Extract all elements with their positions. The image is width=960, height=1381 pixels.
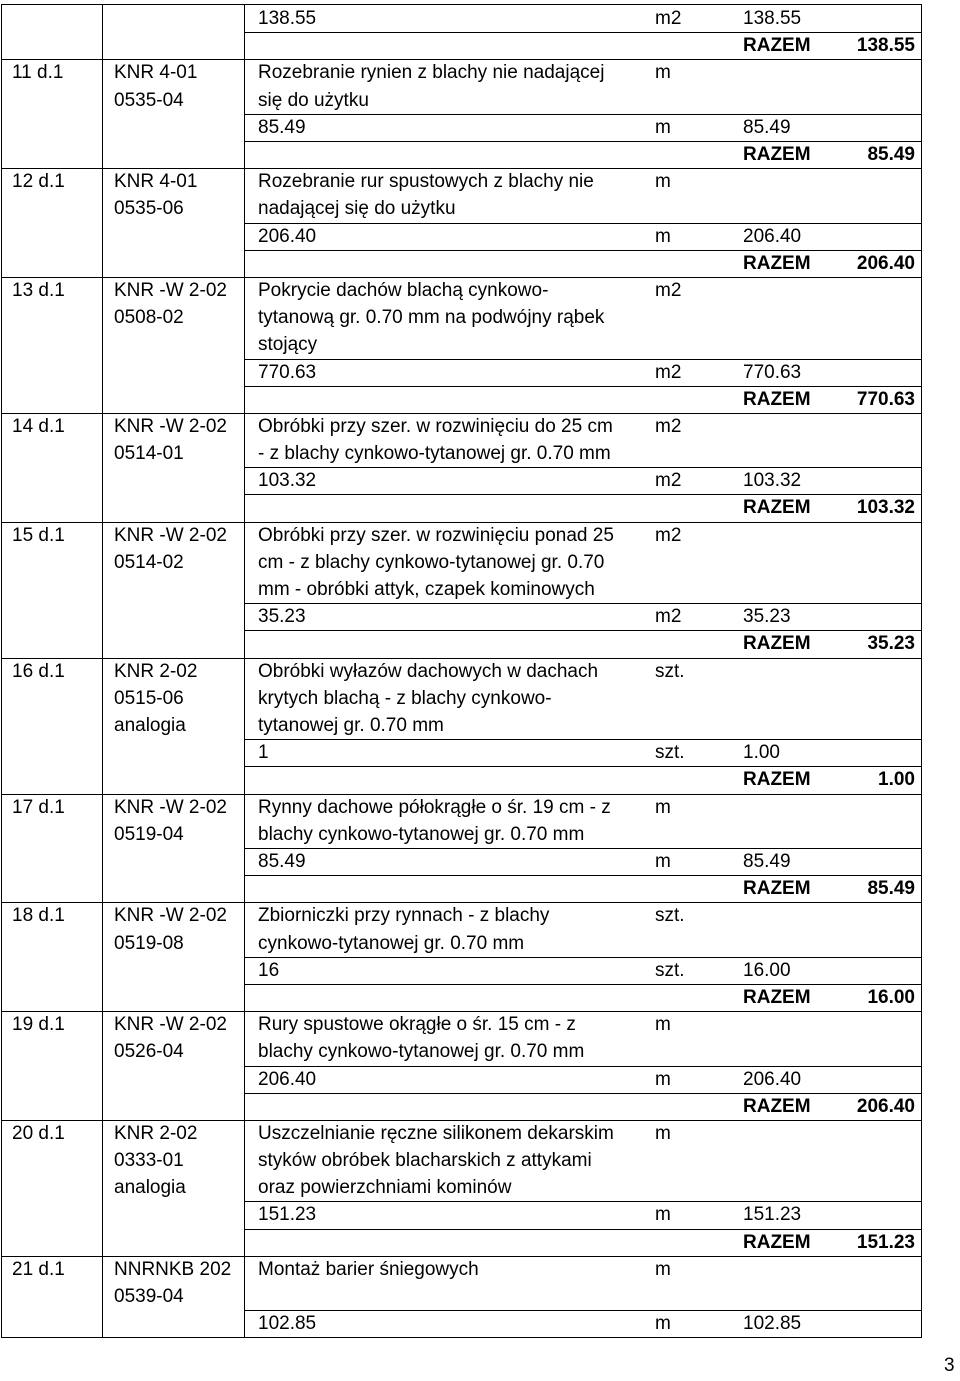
basis-line: KNR 2-02 <box>114 660 198 682</box>
basis <box>103 277 245 413</box>
description-line: Zbiorniczki przy rynnach - z blachy <box>258 905 550 927</box>
total-value: 138.55 <box>856 35 915 57</box>
basis-line: KNR -W 2-02 <box>114 1014 227 1036</box>
position-body <box>245 59 921 168</box>
basis <box>103 168 245 277</box>
total-value: 206.40 <box>856 252 915 274</box>
basis-line: 0535-04 <box>114 89 184 111</box>
calc-value: 103.32 <box>258 470 317 492</box>
position-row <box>2 1120 921 1256</box>
total-value: 85.49 <box>867 143 915 165</box>
total-row <box>245 250 921 277</box>
position-row <box>2 413 921 522</box>
description-row <box>245 658 921 740</box>
description-line: Rury spustowe okrągłe o śr. 15 cm - z <box>258 1014 576 1036</box>
calc-value: 102.85 <box>258 1313 317 1335</box>
description-line: styków obróbek blacharskich z attykami <box>258 1150 592 1172</box>
unit: m <box>655 1122 671 1144</box>
position-number: 17 d.1 <box>2 794 103 903</box>
position-number: 20 d.1 <box>2 1120 103 1256</box>
description-line: Uszczelnianie ręczne silikonem dekarskim <box>258 1122 614 1144</box>
description-row <box>245 794 921 848</box>
position-number: 11 d.1 <box>2 59 103 168</box>
unit: szt. <box>655 905 685 927</box>
position-continuation <box>2 5 921 59</box>
total-value: 151.23 <box>856 1231 915 1253</box>
total-label: RAZEM <box>743 1095 811 1117</box>
calc-row <box>245 359 921 386</box>
position-number: 19 d.1 <box>2 1011 103 1120</box>
description-line: nadającej się do użytku <box>258 198 456 220</box>
position-number <box>2 5 103 59</box>
total-value: 85.49 <box>867 878 915 900</box>
description-line: blachy cynkowo-tytanowej gr. 0.70 mm <box>258 823 585 845</box>
basis <box>103 5 245 59</box>
position-body <box>245 1011 921 1120</box>
calc-subtotal: 151.23 <box>743 1204 802 1226</box>
total-label: RAZEM <box>743 986 811 1008</box>
description <box>245 59 645 113</box>
calc-unit: m <box>655 225 671 247</box>
calc-unit: m2 <box>655 8 682 29</box>
total-row <box>245 386 921 413</box>
calc-unit: m2 <box>655 606 682 628</box>
calc-unit: szt. <box>655 959 685 981</box>
total-row <box>245 875 921 902</box>
position-body <box>245 1120 921 1256</box>
description-line: mm - obróbki attyk, czapek kominowych <box>258 579 595 601</box>
description-line: się do użytku <box>258 89 369 111</box>
basis-line: KNR 4-01 <box>114 171 198 193</box>
basis-line: KNR -W 2-02 <box>114 796 227 818</box>
description-line: cynkowo-tytanowej gr. 0.70 mm <box>258 932 525 954</box>
unit: m <box>655 1258 671 1280</box>
basis <box>103 1256 245 1338</box>
calc-unit: m <box>655 116 671 138</box>
basis <box>103 902 245 1011</box>
description-row <box>245 1120 921 1202</box>
calc-value: 151.23 <box>258 1204 317 1226</box>
estimate-table <box>1 4 922 1338</box>
basis-line: analogia <box>114 1177 186 1199</box>
description-line: Pokrycie dachów blachą cynkowo- <box>258 279 549 301</box>
description-line: Rynny dachowe półokrągłe o śr. 19 cm - z <box>258 796 611 818</box>
calc-row <box>245 114 921 141</box>
unit: m2 <box>655 524 682 546</box>
page-number: 3 <box>944 1355 955 1376</box>
basis-line: 0526-04 <box>114 1041 184 1063</box>
calc-value: 85.49 <box>258 850 306 872</box>
calc-unit: m2 <box>655 361 682 383</box>
description-line: Rozebranie rur spustowych z blachy nie <box>258 171 594 193</box>
total-value: 1.00 <box>878 769 915 791</box>
description-line: tytanowej gr. 0.70 mm <box>258 714 444 736</box>
position-number: 12 d.1 <box>2 168 103 277</box>
calc-row <box>245 1066 921 1093</box>
calc-value: 35.23 <box>258 606 306 628</box>
total-label: RAZEM <box>743 1231 811 1253</box>
description <box>245 902 645 956</box>
position-row <box>2 1011 921 1120</box>
basis-line: KNR 2-02 <box>114 1122 198 1144</box>
total-label: RAZEM <box>743 769 811 791</box>
basis <box>103 413 245 522</box>
total-row <box>245 1093 921 1120</box>
position-body <box>245 168 921 277</box>
description-row <box>245 1256 921 1310</box>
position-body <box>245 794 921 903</box>
description-row <box>245 522 921 604</box>
calc-row <box>245 739 921 766</box>
description-line: Obróbki wyłazów dachowych w dachach <box>258 660 599 682</box>
basis <box>103 1120 245 1256</box>
calc-row <box>245 957 921 984</box>
calc-value: 85.49 <box>258 116 306 138</box>
calc-unit: m <box>655 1204 671 1226</box>
basis <box>103 794 245 903</box>
unit: m <box>655 796 671 818</box>
description <box>245 1011 645 1065</box>
description <box>245 1256 645 1310</box>
description-row <box>245 168 921 222</box>
position-row <box>2 794 921 903</box>
position-number: 15 d.1 <box>2 522 103 658</box>
position-row <box>2 522 921 658</box>
calc-value: 16 <box>258 959 280 981</box>
basis-line: KNR -W 2-02 <box>114 415 227 437</box>
position-row <box>2 658 921 794</box>
basis-line: KNR -W 2-02 <box>114 905 227 927</box>
position-body <box>245 1256 921 1338</box>
total-row <box>245 32 921 59</box>
calc-row <box>245 5 921 32</box>
position-row <box>2 1256 921 1338</box>
calc-subtotal: 138.55 <box>743 8 802 29</box>
calc-subtotal: 1.00 <box>743 742 780 764</box>
total-label: RAZEM <box>743 497 811 519</box>
position-body <box>245 413 921 522</box>
position-row <box>2 168 921 277</box>
basis-line: 0539-04 <box>114 1286 184 1308</box>
basis-line: 0519-08 <box>114 932 184 954</box>
total-label: RAZEM <box>743 143 811 165</box>
total-row <box>245 494 921 521</box>
description <box>245 522 645 604</box>
basis-line: KNR -W 2-02 <box>114 279 227 301</box>
calc-row <box>245 223 921 250</box>
basis-line: 0514-01 <box>114 443 184 465</box>
description-line: krytych blachą - z blachy cynkowo- <box>258 687 552 709</box>
position-number: 21 d.1 <box>2 1256 103 1338</box>
total-row <box>245 630 921 657</box>
position-body <box>245 5 921 59</box>
total-label: RAZEM <box>743 878 811 900</box>
total-row <box>245 984 921 1011</box>
total-row <box>245 141 921 168</box>
description-line: cm - z blachy cynkowo-tytanowej gr. 0.70 <box>258 551 605 573</box>
total-value: 103.32 <box>856 497 915 519</box>
description-row <box>245 1011 921 1065</box>
total-label: RAZEM <box>743 252 811 274</box>
calc-unit: szt. <box>655 742 685 764</box>
position-row <box>2 59 921 168</box>
basis-line: KNR -W 2-02 <box>114 524 227 546</box>
description <box>245 794 645 848</box>
total-label: RAZEM <box>743 633 811 655</box>
unit: m <box>655 1014 671 1036</box>
calc-row <box>245 603 921 630</box>
description-line: Montaż barier śniegowych <box>258 1258 479 1280</box>
position-number: 18 d.1 <box>2 902 103 1011</box>
position-body <box>245 658 921 794</box>
basis-line: 0515-06 <box>114 687 184 709</box>
basis <box>103 1011 245 1120</box>
position-number: 13 d.1 <box>2 277 103 413</box>
calc-value: 1 <box>258 742 269 764</box>
description-line: tytanową gr. 0.70 mm na podwójny rąbek <box>258 307 605 329</box>
calc-value: 206.40 <box>258 225 317 247</box>
calc-unit: m <box>655 850 671 872</box>
unit: m <box>655 171 671 193</box>
description-line: Rozebranie rynien z blachy nie nadającej <box>258 62 605 84</box>
basis <box>103 59 245 168</box>
unit: m2 <box>655 279 682 301</box>
description-line: - z blachy cynkowo-tytanowej gr. 0.70 mm <box>258 443 611 465</box>
position-number: 14 d.1 <box>2 413 103 522</box>
description-row <box>245 413 921 467</box>
position-row <box>2 902 921 1011</box>
calc-unit: m <box>655 1313 671 1335</box>
calc-row <box>245 467 921 494</box>
basis-line: 0519-04 <box>114 823 184 845</box>
description <box>245 277 645 359</box>
basis-line: 0333-01 <box>114 1150 184 1172</box>
description-line: Obróbki przy szer. w rozwinięciu ponad 25 <box>258 524 614 546</box>
position-body <box>245 902 921 1011</box>
position-row <box>2 277 921 413</box>
basis-line: KNR 4-01 <box>114 62 198 84</box>
calc-unit: m <box>655 1068 671 1090</box>
description <box>245 1120 645 1202</box>
calc-subtotal: 85.49 <box>743 850 791 872</box>
calc-subtotal: 16.00 <box>743 959 791 981</box>
calc-row <box>245 1310 921 1337</box>
unit: m2 <box>655 415 682 437</box>
total-value: 770.63 <box>856 388 915 410</box>
total-row <box>245 766 921 793</box>
description <box>245 658 645 740</box>
unit: m <box>655 62 671 84</box>
description-line: Obróbki przy szer. w rozwinięciu do 25 cm <box>258 415 613 437</box>
total-value: 35.23 <box>867 633 915 655</box>
calc-value: 206.40 <box>258 1068 317 1090</box>
basis-line: 0535-06 <box>114 198 184 220</box>
total-value: 206.40 <box>856 1095 915 1117</box>
description-row <box>245 902 921 956</box>
calc-value: 770.63 <box>258 361 317 383</box>
position-body <box>245 522 921 658</box>
basis-line: analogia <box>114 714 186 736</box>
unit: szt. <box>655 660 685 682</box>
calc-subtotal: 770.63 <box>743 361 802 383</box>
calc-value: 138.55 <box>258 8 317 29</box>
description-row <box>245 59 921 113</box>
total-label: RAZEM <box>743 388 811 410</box>
basis <box>103 658 245 794</box>
description <box>245 413 645 467</box>
calc-subtotal: 103.32 <box>743 470 802 492</box>
description-row <box>245 277 921 359</box>
basis-line: NNRNKB 202 <box>114 1258 232 1280</box>
description-line: stojący <box>258 334 318 356</box>
basis-line: 0514-02 <box>114 551 184 573</box>
calc-subtotal: 206.40 <box>743 1068 802 1090</box>
calc-subtotal: 102.85 <box>743 1313 802 1335</box>
position-number: 16 d.1 <box>2 658 103 794</box>
basis <box>103 522 245 658</box>
description <box>245 168 645 222</box>
calc-subtotal: 206.40 <box>743 225 802 247</box>
calc-subtotal: 35.23 <box>743 606 791 628</box>
position-body <box>245 277 921 413</box>
calc-subtotal: 85.49 <box>743 116 791 138</box>
calc-row <box>245 1201 921 1228</box>
calc-unit: m2 <box>655 470 682 492</box>
description-line: oraz powierzchniami kominów <box>258 1177 512 1199</box>
total-value: 16.00 <box>867 986 915 1008</box>
calc-row <box>245 848 921 875</box>
description-line: blachy cynkowo-tytanowej gr. 0.70 mm <box>258 1041 585 1063</box>
total-row <box>245 1229 921 1256</box>
total-label: RAZEM <box>743 35 811 57</box>
basis-line: 0508-02 <box>114 307 184 329</box>
